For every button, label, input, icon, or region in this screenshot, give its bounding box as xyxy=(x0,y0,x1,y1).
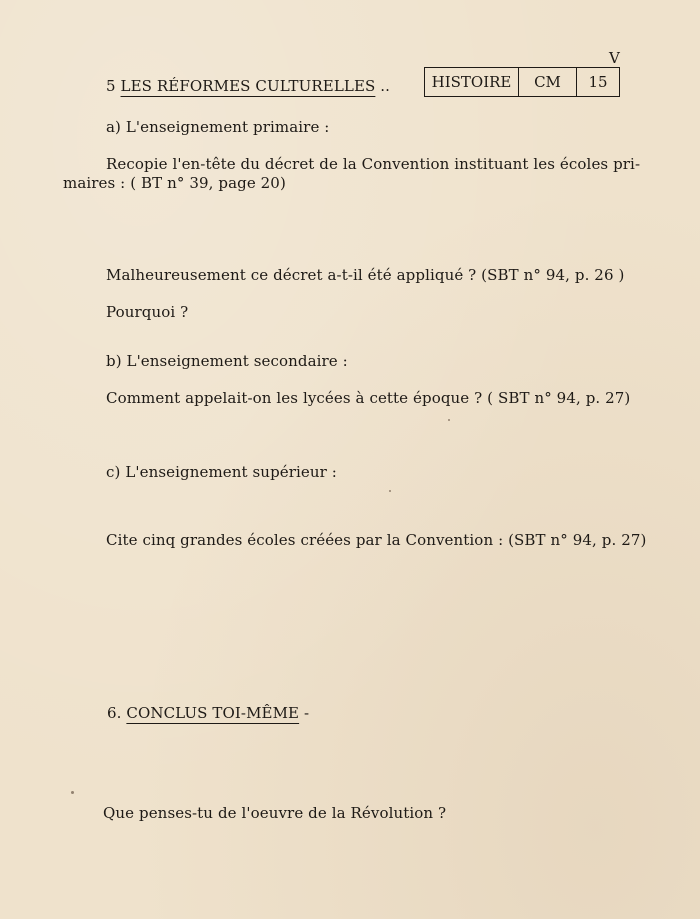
page-letter: V xyxy=(609,49,620,67)
part-a-instruction-line-2: maires : ( BT n° 39, page 20) xyxy=(63,174,286,192)
part-a-question-2: Pourquoi ? xyxy=(106,303,189,321)
section-5-title: LES RÉFORMES CULTURELLES xyxy=(120,77,376,95)
header-box xyxy=(424,67,620,97)
section-6-title: CONCLUS TOI-MÊME xyxy=(126,704,300,722)
header-subject: HISTOIRE xyxy=(425,68,519,96)
part-a-question-1: Malheureusement ce décret a-t-il été appliqué ? (SBT n° 94, p. 26 ) xyxy=(106,266,625,284)
part-b-question: Comment appelait-on les lycées à cette époque ? ( SBT n° 94, p. 27) xyxy=(106,389,631,407)
section-5-trailing: .. xyxy=(380,77,390,95)
part-c-heading: c) L'enseignement supérieur : xyxy=(106,463,337,481)
section-6-trailing: - xyxy=(303,704,310,722)
part-c-question: Cite cinq grandes écoles créées par la Convention : (SBT n° 94, p. 27) xyxy=(106,531,647,549)
section-5-heading xyxy=(106,77,390,95)
paper-speck xyxy=(389,490,391,492)
header-level: CM xyxy=(519,68,577,96)
part-a-heading: a) L'enseignement primaire : xyxy=(106,118,330,136)
part-a-instruction-line-1: Recopie l'en-tête du décret de la Convention instituant les écoles pri- xyxy=(106,155,641,173)
section-5-number: 5 xyxy=(106,77,116,95)
part-b-heading: b) L'enseignement secondaire : xyxy=(106,352,348,370)
header-number: 15 xyxy=(588,73,608,91)
section-6-number: 6. xyxy=(107,704,122,722)
section-6-heading xyxy=(107,704,309,722)
paper-speck xyxy=(71,791,74,794)
paper-speck xyxy=(448,419,450,421)
final-question: Que penses-tu de l'oeuvre de la Révolution ? xyxy=(103,804,447,822)
